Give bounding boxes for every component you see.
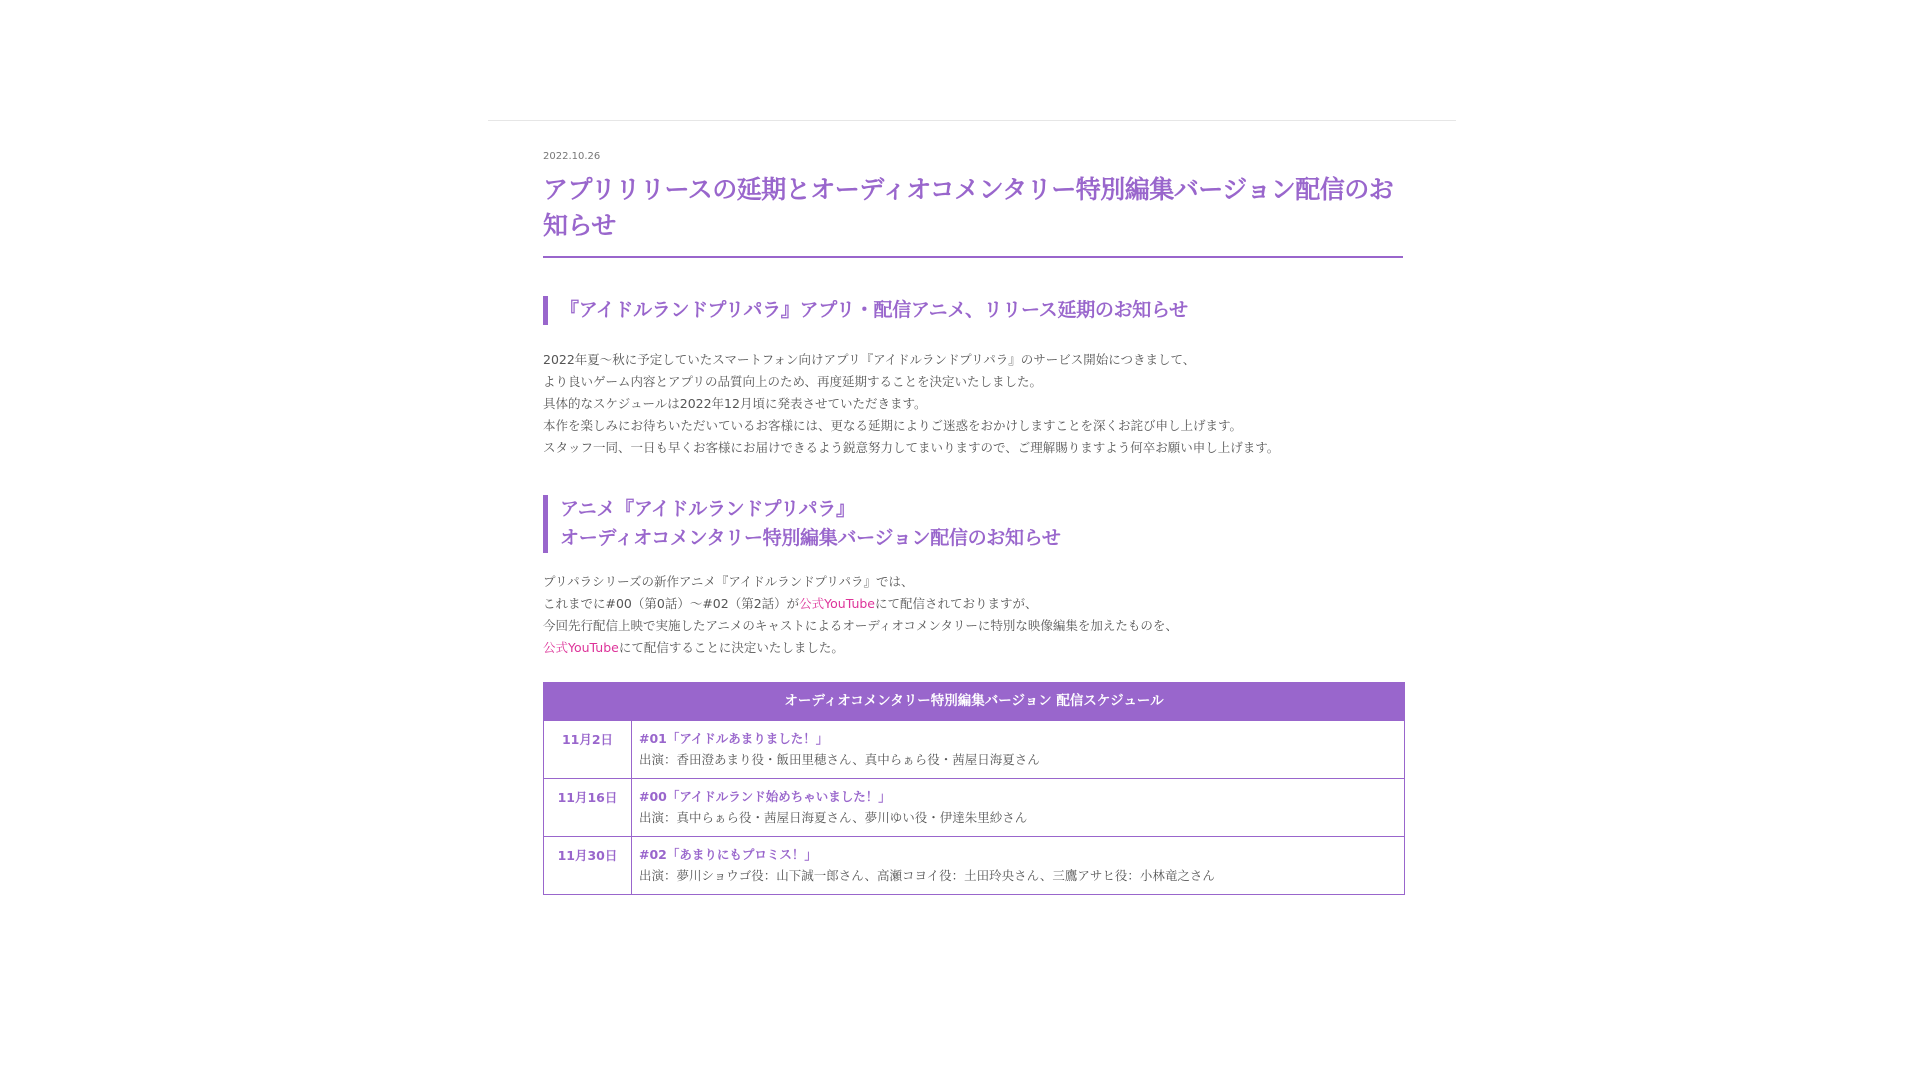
episode-cast: 出演：真中らぁら役・茜屋日海夏さん、夢川ゆい役・伊達朱里紗さん [639,810,1028,825]
text-fragment: これまでに#00（第0話）〜#02（第2話）が [543,596,800,611]
schedule-date: 11月16日 [544,779,632,836]
episode-title: #02「あまりにもプロミス！」 [639,847,817,862]
official-youtube-link[interactable]: 公式YouTube [799,596,876,611]
release-delay-paragraph [543,349,1403,459]
schedule-date: 11月30日 [544,837,632,894]
episode-title: #01「アイドルあまりました！」 [639,731,829,746]
paragraph-line [543,593,1403,615]
paragraph-line: より良いゲーム内容とアプリの品質向上のため、再度延期することを決定いたしました。 [543,374,1043,389]
text-fragment: にて配信することに決定いたしました。 [618,640,844,655]
episode-title: #00「アイドルランド始めちゃいました！」 [639,789,891,804]
schedule-details [632,721,1404,778]
header-divider [488,120,1456,121]
official-youtube-link[interactable]: 公式YouTube [543,640,619,655]
schedule-table [543,682,1405,895]
schedule-details [632,779,1404,836]
paragraph-line: 本作を楽しみにお待ちいただいているお客様には、更なる延期によりご迷惑をおかけしますことを深くお詫び申し上げます。 [543,418,1243,433]
schedule-date: 11月2日 [544,721,632,778]
episode-cast: 出演：夢川ショウゴ役：山下誠一郎さん、高瀬コヨイ役：土田玲央さん、三鷹アサヒ役：小林竜之さん [639,868,1215,883]
paragraph-line: 今回先行配信上映で実施したアニメのキャストによるオーディオコメンタリーに特別な映像編集を加えたものを、 [543,618,1178,633]
paragraph-line [543,637,1403,659]
table-row [544,778,1404,836]
text-fragment: にて配信されておりますが、 [875,596,1038,611]
section-heading-audio-commentary [543,495,1403,553]
heading-line: アニメ『アイドルランドプリパラ』 [560,498,855,520]
article-title: アプリリリースの延期とオーディオコメンタリー特別編集バージョン配信のお知らせ [543,172,1403,258]
paragraph-line: プリパラシリーズの新作アニメ『アイドルランドプリパラ』では、 [543,574,914,589]
table-row [544,720,1404,778]
audio-commentary-paragraph [543,571,1403,659]
news-article [543,150,1403,895]
table-row [544,836,1404,894]
paragraph-line: 具体的なスケジュールは2022年12月頃に発表させていただきます。 [543,396,927,411]
schedule-details [632,837,1404,894]
article-date: 2022.10.26 [543,151,601,162]
heading-line: オーディオコメンタリー特別編集バージョン配信のお知らせ [560,527,1061,549]
paragraph-line: スタッフ一同、一日も早くお客様にお届けできるよう鋭意努力してまいりますので、ご理解賜りますよう何卒お願い申し上げます。 [543,440,1280,455]
schedule-table-header: オーディオコメンタリー特別編集バージョン 配信スケジュール [544,683,1404,720]
section-heading-release-delay: 『アイドルランドプリパラ』アプリ・配信アニメ、リリース延期のお知らせ [543,296,1403,325]
episode-cast: 出演：香田澄あまり役・飯田里穂さん、真中らぁら役・茜屋日海夏さん [639,752,1040,767]
paragraph-line: 2022年夏〜秋に予定していたスマートフォン向けアプリ『アイドルランドプリパラ』のサービス開始につきまして、 [543,352,1196,367]
